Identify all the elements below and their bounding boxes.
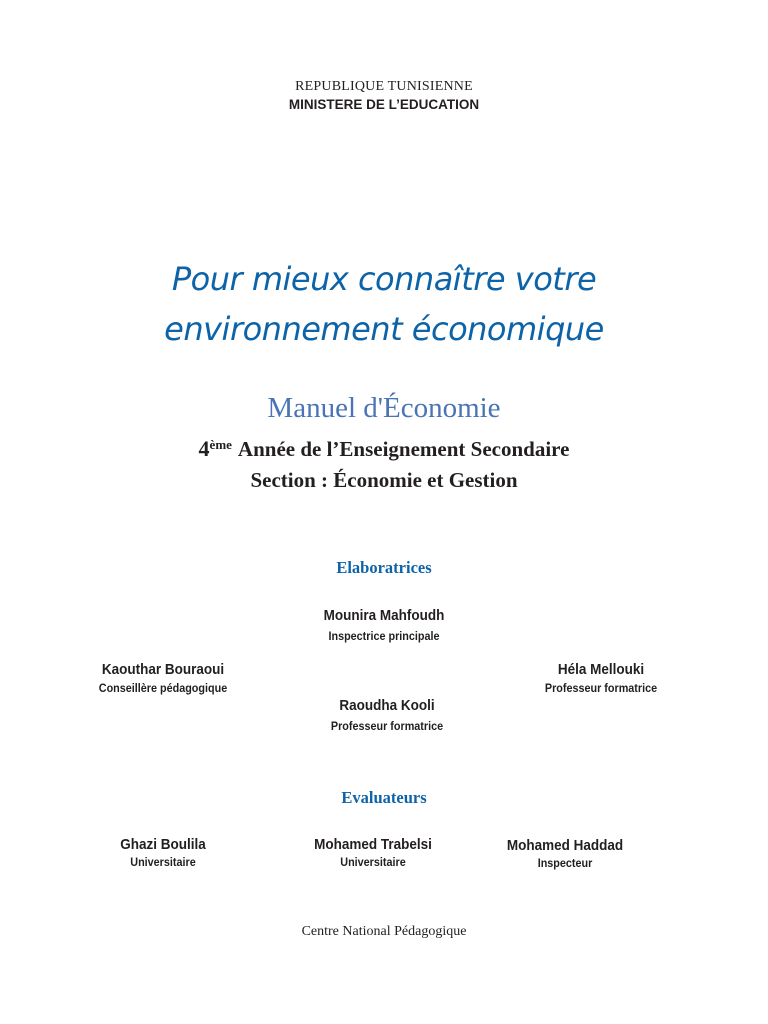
evaluator-card — [445, 837, 685, 870]
evaluateurs-heading: Evaluateurs — [341, 788, 427, 807]
evaluator-role: Universitaire — [130, 855, 196, 869]
ministry-header: MINISTERE DE L’EDUCATION — [288, 97, 480, 112]
evaluator-card — [43, 836, 283, 869]
book-title-line-2: environnement économique — [164, 310, 604, 348]
publisher-name: Centre National Pédagogique — [301, 924, 467, 939]
author-name: Raoudha Kooli — [339, 697, 435, 714]
author-card — [481, 661, 721, 695]
year-number: 4 — [198, 436, 210, 461]
section-line: Section : Économie et Gestion — [250, 468, 518, 492]
book-title-line-1: Pour mieux connaître votre — [171, 260, 597, 298]
author-role: Inspectrice principale — [328, 629, 440, 643]
author-role: Professeur formatrice — [544, 681, 658, 695]
evaluator-name: Mohamed Haddad — [506, 837, 624, 854]
republic-header: REPUBLIQUE TUNISIENNE — [295, 79, 473, 94]
year-suffix: ème — [209, 437, 232, 452]
author-card — [43, 661, 283, 695]
manual-name: Manuel d'Économie — [267, 392, 501, 424]
evaluator-role: Inspecteur — [537, 856, 593, 870]
evaluator-name: Ghazi Boulila — [120, 836, 206, 853]
year-text: Année de l’Enseignement Secondaire — [237, 437, 570, 461]
author-name: Mounira Mahfoudh — [323, 607, 445, 624]
author-role: Professeur formatrice — [330, 719, 444, 733]
evaluator-name: Mohamed Trabelsi — [314, 836, 432, 853]
school-year-line — [0, 436, 768, 462]
evaluator-role: Universitaire — [340, 855, 406, 869]
author-card — [267, 697, 507, 733]
elaboratrices-heading: Elaboratrices — [336, 558, 432, 577]
author-role: Conseillère pédagogique — [98, 681, 228, 695]
author-name: Kaouthar Bouraoui — [101, 661, 225, 678]
author-card — [264, 607, 504, 643]
author-name: Héla Mellouki — [557, 661, 645, 678]
